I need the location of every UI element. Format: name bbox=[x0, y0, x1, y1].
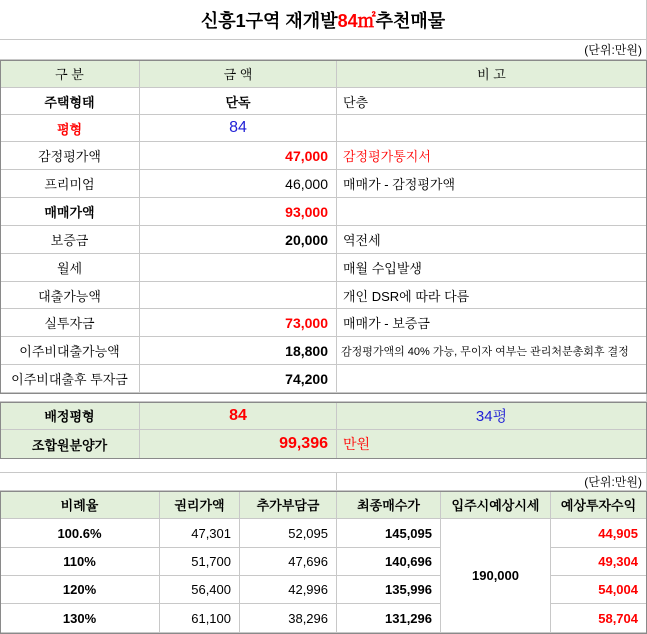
row-label: 대출가능액 bbox=[0, 282, 140, 309]
row-amount: 18,800 bbox=[140, 337, 337, 365]
row-label: 실투자금 bbox=[0, 309, 140, 337]
final-cell: 135,996 bbox=[337, 576, 441, 604]
expected-price: 190,000 bbox=[441, 519, 551, 633]
row-amount: 84 bbox=[140, 115, 337, 142]
allocation-label: 조합원분양가 bbox=[0, 430, 140, 459]
row-label: 프리미엄 bbox=[0, 170, 140, 198]
ratio-cell: 130% bbox=[0, 604, 160, 633]
row-amount: 73,000 bbox=[140, 309, 337, 337]
row-note: 감정평가액의 40% 가능, 무이자 여부는 관리처분총회후 결정 bbox=[337, 337, 647, 365]
allocation-note: 34평 bbox=[337, 402, 647, 430]
rights-cell: 47,301 bbox=[160, 519, 240, 548]
row-label: 보증금 bbox=[0, 226, 140, 254]
row-note: 매매가 - 감정평가액 bbox=[337, 170, 647, 198]
row-amount: 단독 bbox=[140, 88, 337, 115]
row-note: 단층 bbox=[337, 88, 647, 115]
row-label: 주택형태 bbox=[0, 88, 140, 115]
header-amount: 금 액 bbox=[140, 60, 337, 88]
final-cell: 140,696 bbox=[337, 548, 441, 576]
sheet-title bbox=[0, 0, 647, 40]
row-amount: 46,000 bbox=[140, 170, 337, 198]
row-amount: 74,200 bbox=[140, 365, 337, 393]
ratio-cell: 120% bbox=[0, 576, 160, 604]
row-note bbox=[337, 365, 647, 393]
row-amount bbox=[140, 282, 337, 309]
extra-cell: 52,095 bbox=[240, 519, 337, 548]
header-rights: 권리가액 bbox=[160, 491, 240, 519]
header-extra: 추가부담금 bbox=[240, 491, 337, 519]
row-label: 월세 bbox=[0, 254, 140, 282]
header-final: 최종매수가 bbox=[337, 491, 441, 519]
row-note: 역전세 bbox=[337, 226, 647, 254]
extra-cell: 42,996 bbox=[240, 576, 337, 604]
row-label: 평형 bbox=[0, 115, 140, 142]
final-cell: 145,095 bbox=[337, 519, 441, 548]
blank-row bbox=[0, 473, 337, 491]
header-expected-price: 입주시예상시세 bbox=[441, 491, 551, 519]
row-note: 매월 수입발생 bbox=[337, 254, 647, 282]
extra-cell: 38,296 bbox=[240, 604, 337, 633]
ratio-cell: 100.6% bbox=[0, 519, 160, 548]
row-amount bbox=[140, 254, 337, 282]
profit-cell: 44,905 bbox=[551, 519, 647, 548]
profit-cell: 58,704 bbox=[551, 604, 647, 633]
rights-cell: 51,700 bbox=[160, 548, 240, 576]
header-profit: 예상투자수익 bbox=[551, 491, 647, 519]
unit-note: (단위:만원) bbox=[337, 473, 647, 491]
rights-cell: 61,100 bbox=[160, 604, 240, 633]
header-category: 구 분 bbox=[0, 60, 140, 88]
ratio-cell: 110% bbox=[0, 548, 160, 576]
final-cell: 131,296 bbox=[337, 604, 441, 633]
spacer-row bbox=[0, 393, 647, 402]
rights-cell: 56,400 bbox=[160, 576, 240, 604]
header-note: 비 고 bbox=[337, 60, 647, 88]
row-note: 개인 DSR에 따라 다름 bbox=[337, 282, 647, 309]
row-label: 이주비대출가능액 bbox=[0, 337, 140, 365]
row-note: 매매가 - 보증금 bbox=[337, 309, 647, 337]
header-ratio: 비례율 bbox=[0, 491, 160, 519]
allocation-amount: 99,396 bbox=[140, 430, 337, 459]
row-note bbox=[337, 115, 647, 142]
allocation-label: 배정평형 bbox=[0, 402, 140, 430]
row-label: 감정평가액 bbox=[0, 142, 140, 170]
extra-cell: 47,696 bbox=[240, 548, 337, 576]
row-note: 감정평가통지서 bbox=[337, 142, 647, 170]
title-prefix: 신흥1구역 재개발 bbox=[200, 10, 338, 31]
row-label: 매매가액 bbox=[0, 198, 140, 226]
profit-cell: 54,004 bbox=[551, 576, 647, 604]
blank-row bbox=[0, 459, 647, 473]
unit-note: (단위:만원) bbox=[337, 40, 647, 60]
row-amount: 20,000 bbox=[140, 226, 337, 254]
row-amount: 47,000 bbox=[140, 142, 337, 170]
row-label: 이주비대출후 투자금 bbox=[0, 365, 140, 393]
title-area: 84㎡ bbox=[337, 10, 376, 31]
profit-cell: 49,304 bbox=[551, 548, 647, 576]
row-note bbox=[337, 198, 647, 226]
allocation-amount: 84 bbox=[140, 402, 337, 430]
title-suffix: 추천매물 bbox=[375, 10, 446, 31]
row-amount: 93,000 bbox=[140, 198, 337, 226]
allocation-note: 만원 bbox=[337, 430, 647, 459]
